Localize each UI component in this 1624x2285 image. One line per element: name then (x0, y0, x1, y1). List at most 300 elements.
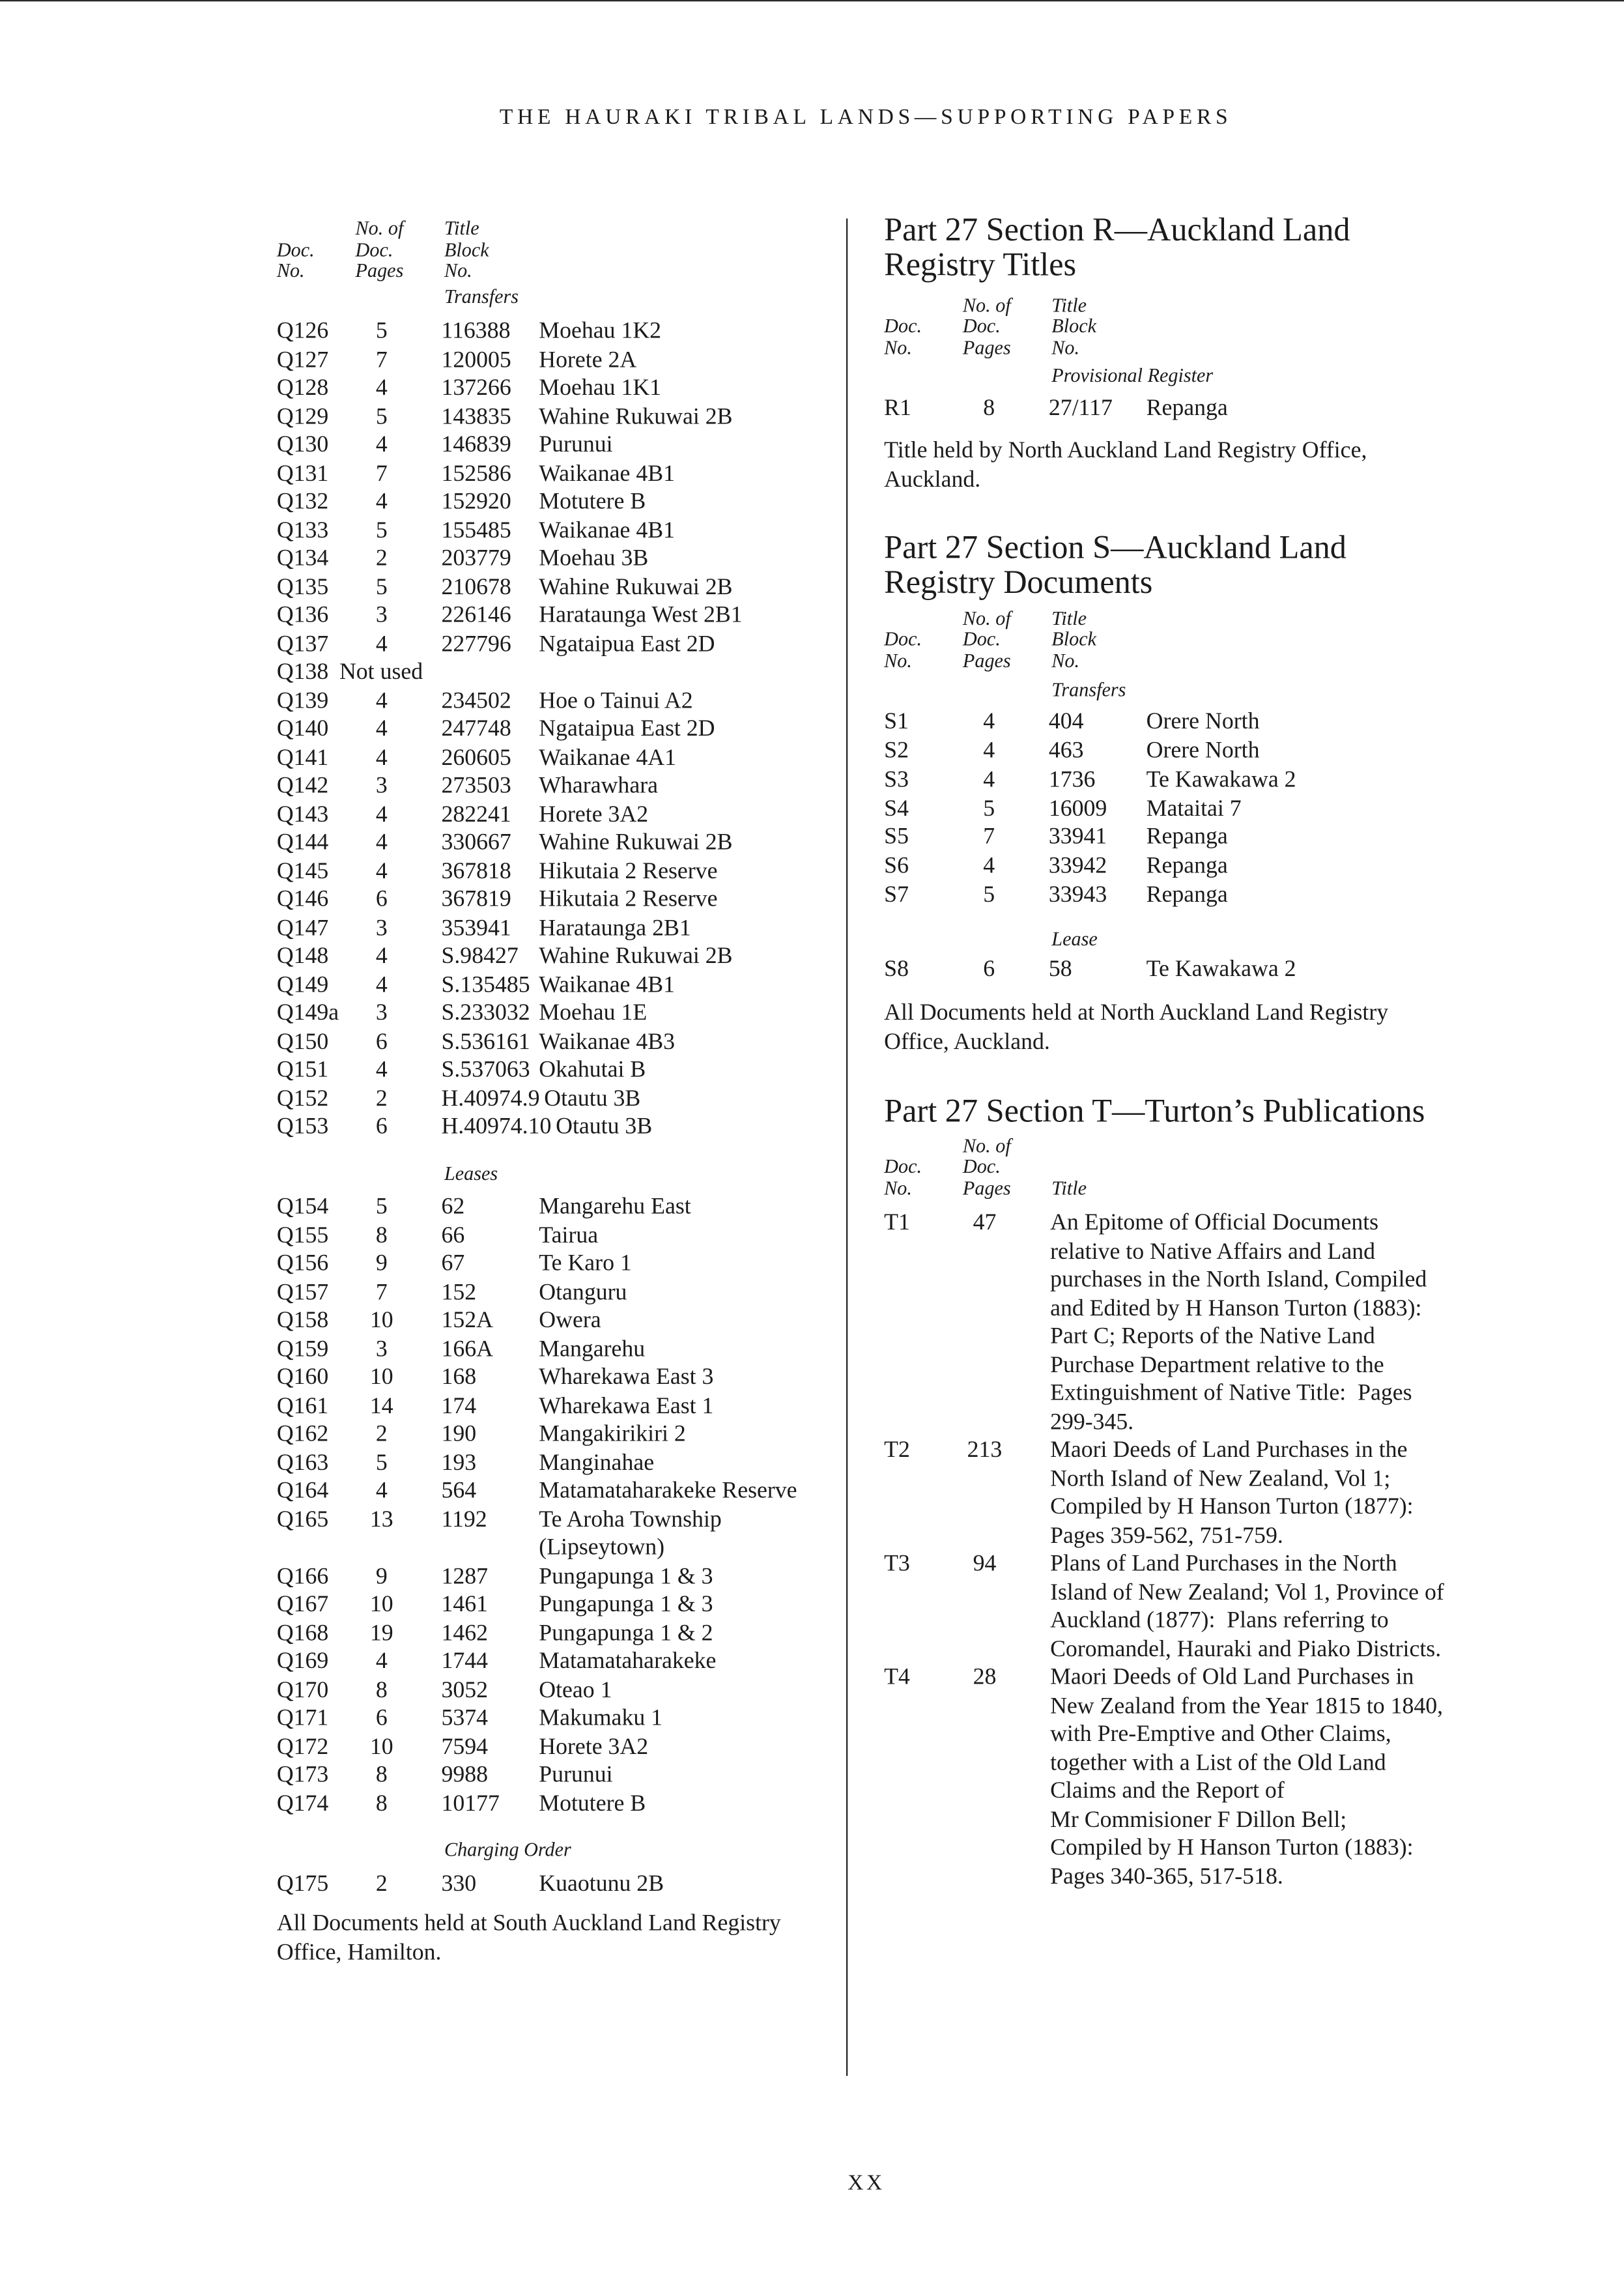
document-row (277, 943, 838, 971)
column-header-pages (963, 295, 1051, 358)
doc-number: Q139 (276, 689, 329, 714)
page-count: 6 (983, 957, 995, 983)
land-name: Manginahae (539, 1450, 655, 1476)
title-cell (441, 687, 692, 716)
column-header-text: Doc. (962, 628, 1001, 650)
document-row (884, 395, 1583, 424)
document-row (884, 853, 1583, 882)
doc-number: T2 (884, 1438, 910, 1463)
section-s-registry-documents (884, 530, 1583, 1057)
title-block-number: 152920 (441, 489, 511, 515)
title-block-number: 146839 (441, 433, 511, 458)
column-header-doc (277, 218, 356, 281)
title-block-number: 1462 (441, 1620, 489, 1646)
page-count: 4 (375, 1649, 388, 1674)
document-row (277, 1336, 838, 1364)
publication-title (1050, 1437, 1414, 1550)
document-row (277, 1421, 838, 1450)
document-row (277, 971, 838, 1000)
column-header-text: No. of (962, 1134, 1011, 1157)
group-provisional-register (884, 366, 1583, 424)
column-header-text: No. (1051, 336, 1080, 358)
title-block-number: 463 (1048, 738, 1084, 764)
land-name-line: Te Aroha Township (539, 1507, 722, 1532)
title-cell (441, 1194, 691, 1222)
title-cell (441, 1279, 627, 1308)
land-name: Mangakirikiri 2 (539, 1422, 686, 1447)
title-cell (441, 460, 675, 489)
document-row (277, 915, 838, 943)
title-cell (441, 715, 715, 744)
doc-number: Q149 (276, 973, 329, 998)
land-name: Ngataipua East 2D (539, 717, 715, 742)
title-block-number: 564 (441, 1478, 477, 1504)
column-header-title (1051, 1136, 1087, 1199)
doc-number: Q158 (276, 1308, 329, 1334)
title-cell (441, 999, 647, 1028)
doc-number: Q130 (276, 433, 329, 458)
title-block-number: 33943 (1048, 883, 1107, 908)
doc-number: Q153 (276, 1115, 329, 1140)
publication-title-line: Extinguishment of Native Title: Pages (1050, 1381, 1412, 1407)
land-name: Owera (539, 1308, 601, 1334)
document-row (277, 602, 838, 631)
land-name: Motutere B (539, 489, 646, 515)
land-name: Te Kawakawa 2 (1146, 957, 1296, 983)
section-heading-line: Part 27 Section S—Auckland Land (884, 528, 1346, 565)
title-cell (441, 1250, 631, 1279)
title-block-number: 33941 (1048, 825, 1107, 850)
doc-number: Q128 (276, 376, 329, 401)
document-row (277, 1676, 838, 1705)
land-name: Wharekawa East 3 (539, 1365, 714, 1390)
title-cell (1049, 882, 1228, 910)
column-header-text: Pages (962, 1177, 1011, 1199)
column-header-text: Doc. (276, 238, 315, 261)
title-block-number: 273503 (441, 773, 511, 799)
column-header-text: Doc. (884, 628, 922, 650)
title-block-number: S.98427 (441, 944, 519, 970)
title-cell (441, 375, 661, 403)
land-name: Harataunga 2B1 (539, 915, 691, 941)
doc-number: Q140 (276, 717, 329, 742)
land-name: Purunui (539, 1762, 613, 1788)
doc-number: Q143 (276, 802, 329, 827)
publication-entry (884, 1209, 1583, 1437)
document-row (277, 1648, 838, 1676)
page-count: 8 (375, 1762, 388, 1788)
page-count: 8 (375, 1678, 388, 1703)
document-row (277, 573, 838, 602)
page-count: 4 (375, 489, 388, 515)
page-count: 3 (375, 915, 388, 941)
document-row (277, 631, 838, 659)
page-count: 2 (375, 1422, 388, 1447)
doc-number: Q150 (276, 1029, 329, 1055)
group-charging-order (277, 1840, 838, 1898)
page-count: 5 (375, 575, 388, 600)
registry-note-line: All Documents held at South Auckland Land Registry (276, 1912, 781, 1937)
document-row (884, 882, 1583, 910)
section-heading-line: Registry Documents (884, 564, 1153, 601)
group-leases (277, 1164, 838, 1818)
publication-title-line: Maori Deeds of Old Land Purchases in (1050, 1665, 1414, 1691)
title-block-number: 367819 (441, 887, 511, 913)
land-name: Moehau 1K1 (539, 376, 662, 401)
doc-number: Q149a (276, 1001, 339, 1026)
column-header-pages (963, 1136, 1051, 1199)
column-header-text: No. (444, 259, 472, 281)
title-cell (441, 489, 646, 517)
land-name: Otautu 3B (544, 1086, 641, 1112)
document-row (277, 829, 838, 858)
title-block-number: 27/117 (1048, 396, 1113, 422)
doc-number: Q161 (276, 1394, 329, 1419)
land-name: Moehau 3B (539, 547, 649, 572)
publication-title-line: and Edited by H Hanson Turton (1883): (1050, 1296, 1422, 1321)
column-header-doc (884, 609, 963, 672)
land-name: Horete 3A2 (539, 802, 649, 827)
publication-title-line: 299-345. (1050, 1409, 1134, 1435)
document-row (277, 1250, 838, 1279)
doc-number: Q174 (276, 1791, 329, 1817)
land-name-line: (Lipseytown) (539, 1536, 665, 1561)
title-cell (441, 1421, 685, 1450)
section-heading-line: Registry Titles (884, 246, 1077, 283)
document-row (277, 1057, 838, 1085)
land-name: Okahutai B (539, 1057, 646, 1083)
land-name: Repanga (1146, 396, 1228, 422)
page-count: 3 (375, 603, 388, 629)
doc-number: Q173 (276, 1762, 329, 1788)
doc-number: Q172 (276, 1734, 329, 1760)
title-cell (441, 971, 675, 1000)
doc-number: Q157 (276, 1280, 329, 1305)
registry-note (277, 1910, 838, 1967)
document-row (277, 1733, 838, 1762)
publication-title-line: Part C; Reports of the Native Land (1050, 1324, 1375, 1349)
registry-note (884, 437, 1583, 494)
publication-entry (884, 1437, 1583, 1550)
title-cell (441, 1648, 716, 1676)
title-block-number: S.233032 (441, 1001, 530, 1026)
doc-number: Q156 (276, 1252, 329, 1277)
registry-note-line: All Documents held at North Auckland Land Registry (884, 1001, 1389, 1026)
doc-number: Q146 (276, 887, 329, 913)
column-header-title (1051, 609, 1096, 672)
page-count: 5 (983, 796, 995, 822)
document-row (884, 956, 1583, 984)
title-block-number: S.135485 (441, 973, 530, 998)
doc-number: Q169 (276, 1649, 329, 1674)
land-name: Hikutaia 2 Reserve (539, 859, 718, 884)
doc-number: Q164 (276, 1478, 329, 1504)
doc-number: Q162 (276, 1422, 329, 1447)
document-row (277, 545, 838, 574)
land-name: Matamataharakeke Reserve (539, 1478, 797, 1504)
page-count: 2 (375, 1086, 388, 1112)
title-cell (441, 631, 715, 659)
title-cell (441, 943, 732, 971)
title-cell (441, 1870, 664, 1899)
title-cell (441, 318, 661, 347)
land-name (539, 1506, 721, 1562)
title-block-number: 143835 (441, 405, 511, 430)
publication-title-line: relative to Native Affairs and Land (1050, 1239, 1376, 1265)
title-block-number: H.40974.9 (441, 1086, 540, 1112)
document-row (277, 347, 838, 375)
doc-number: Q167 (276, 1592, 329, 1618)
land-name: Motutere B (539, 1791, 646, 1817)
title-block-number: 152586 (441, 461, 511, 487)
land-name: Repanga (1146, 854, 1228, 879)
land-name: Ngataipua East 2D (539, 631, 715, 657)
title-block-number: 16009 (1048, 796, 1107, 822)
column-headers (277, 218, 838, 281)
page-count: 9 (375, 1252, 388, 1277)
title-block-number: 152A (441, 1308, 493, 1334)
column-header-text: Block (1051, 628, 1097, 650)
land-name: Horete 3A2 (539, 1734, 649, 1760)
title-cell (441, 1449, 654, 1478)
title-block-number: 367818 (441, 859, 511, 884)
doc-number: Q163 (276, 1450, 329, 1476)
publication-title-line: Maori Deeds of Land Purchases in the (1050, 1438, 1408, 1463)
column-header-text: No. of (962, 607, 1011, 629)
page-count: 4 (375, 859, 388, 884)
document-row (277, 1392, 838, 1421)
column-header-text: Title (1051, 607, 1087, 629)
page-count: 10 (369, 1308, 393, 1334)
page-count: 3 (375, 1001, 388, 1026)
group-label: Charging Order (444, 1839, 571, 1861)
page-count: 28 (973, 1665, 997, 1691)
column-header-pages (356, 218, 444, 281)
document-row (277, 1114, 838, 1142)
document-row (277, 375, 838, 403)
land-name: Waikanae 4A1 (539, 745, 676, 771)
publication-entry (884, 1551, 1583, 1664)
title-block-number: 166A (441, 1336, 493, 1362)
document-row (277, 1085, 838, 1114)
page-count: 94 (973, 1551, 997, 1577)
land-name: Waikanae 4B3 (539, 1029, 675, 1055)
land-name: Te Karo 1 (539, 1252, 632, 1277)
registry-note-line: Office, Auckland. (884, 1029, 1050, 1055)
registry-note-line: Auckland. (884, 467, 981, 493)
land-name: Otanguru (539, 1280, 627, 1305)
publication-title-line: An Epitome of Official Documents (1050, 1211, 1379, 1236)
page-count: 5 (375, 1194, 388, 1220)
page-count: 4 (375, 689, 388, 714)
column-header-text: Title (1051, 1177, 1087, 1199)
doc-number: Q147 (276, 915, 329, 941)
page-count: 8 (375, 1791, 388, 1817)
title-block-number: 33942 (1048, 854, 1107, 879)
title-cell (441, 857, 717, 886)
title-cell (441, 573, 732, 602)
publication-title-line: North Island of New Zealand, Vol 1; (1050, 1466, 1391, 1491)
title-cell (441, 1762, 612, 1790)
group-label: Provisional Register (1051, 364, 1214, 386)
title-cell (441, 1364, 713, 1392)
column-header-text: Doc. (962, 1155, 1001, 1178)
page-count: 6 (375, 887, 388, 913)
title-cell (441, 517, 675, 545)
document-row (277, 1563, 838, 1592)
page-count: 4 (375, 1057, 388, 1083)
column-header-text: Pages (962, 649, 1011, 672)
title-cell (441, 1114, 652, 1142)
doc-number: Q154 (276, 1194, 329, 1220)
land-name: Wahine Rukuwai 2B (539, 831, 733, 856)
document-row (277, 1478, 838, 1506)
land-name: Repanga (1146, 825, 1228, 850)
title-cell (441, 744, 676, 773)
title-block-number: 120005 (441, 347, 511, 373)
doc-number: Q142 (276, 773, 329, 799)
column-header-text: Title (1051, 294, 1087, 316)
land-name: Wharekawa East 1 (539, 1394, 714, 1419)
doc-number: Q145 (276, 859, 329, 884)
doc-number: Q171 (276, 1706, 329, 1731)
group-label: Transfers (1051, 678, 1126, 700)
title-block-number: 10177 (441, 1791, 500, 1817)
document-row (884, 795, 1583, 824)
registry-note (884, 999, 1583, 1057)
title-cell (441, 886, 717, 915)
title-cell (441, 602, 742, 631)
running-head: THE HAURAKI TRIBAL LANDS—SUPPORTING PAPERS (499, 106, 1232, 130)
title-cell (441, 1478, 797, 1506)
title-block-number: 168 (441, 1365, 477, 1390)
land-name: Otautu 3B (556, 1115, 653, 1140)
title-block-number: 66 (441, 1223, 465, 1248)
section-heading-line: Part 27 Section R—Auckland Land (884, 210, 1350, 248)
column-divider (846, 218, 848, 2076)
publication-title-line: Pages 359-562, 751-759. (1050, 1523, 1283, 1549)
page-count: 7 (983, 825, 995, 850)
doc-number: R1 (884, 396, 911, 422)
publication-title (1050, 1664, 1443, 1891)
land-name: Moehau 1E (539, 1001, 648, 1026)
page-count: 6 (375, 1706, 388, 1731)
document-row (277, 1194, 838, 1222)
doc-number: Q165 (276, 1507, 329, 1532)
page-count: 10 (369, 1592, 393, 1618)
title-cell (1049, 795, 1242, 824)
document-row (884, 824, 1583, 852)
column-header-text: Doc. (884, 1155, 922, 1178)
doc-number: T1 (884, 1211, 910, 1236)
publication-title (1050, 1209, 1427, 1437)
doc-number: T3 (884, 1551, 910, 1577)
title-block-number: 260605 (441, 745, 511, 771)
document-row (277, 1620, 838, 1648)
doc-number: Q138 (276, 660, 329, 685)
column-header-text: Pages (962, 336, 1011, 358)
title-block-number: 155485 (441, 518, 511, 543)
page-count: 4 (375, 376, 388, 401)
doc-number: Q131 (276, 461, 329, 487)
column-header-title (1051, 295, 1096, 358)
document-row (277, 431, 838, 460)
document-row (277, 744, 838, 773)
section-r-registry-titles (884, 212, 1583, 495)
title-cell (1049, 766, 1296, 795)
page-count: 4 (375, 944, 388, 970)
page-count: 5 (983, 883, 995, 908)
document-row (277, 403, 838, 432)
title-block-number: 1192 (441, 1507, 487, 1532)
page-count: 4 (375, 802, 388, 827)
title-block-number: 404 (1048, 710, 1084, 735)
land-name: Mataitai 7 (1146, 796, 1242, 822)
page-count: 4 (375, 973, 388, 998)
doc-number: Q159 (276, 1336, 329, 1362)
title-cell (441, 1028, 675, 1057)
publication-title-line: Island of New Zealand; Vol 1, Province of (1050, 1580, 1444, 1605)
doc-number: Q137 (276, 631, 329, 657)
land-name: Hoe o Tainui A2 (539, 689, 693, 714)
title-block-number: 330667 (441, 831, 511, 856)
title-cell (441, 773, 658, 801)
page-count: 2 (375, 547, 388, 572)
scan-edge (0, 0, 1624, 2)
doc-number: S2 (884, 738, 909, 764)
title-cell (441, 1620, 713, 1648)
title-block-number: 353941 (441, 915, 511, 941)
page-count: 4 (375, 631, 388, 657)
document-row (277, 1028, 838, 1057)
doc-number: S1 (884, 710, 909, 735)
page-count: 5 (375, 518, 388, 543)
land-name: Pungapunga 1 & 2 (539, 1620, 713, 1646)
title-block-number: 62 (441, 1194, 465, 1220)
doc-number: Q152 (276, 1086, 329, 1112)
page-count: 10 (369, 1734, 393, 1760)
title-block-number: 116388 (441, 319, 511, 345)
row-note: Not used (339, 660, 423, 685)
title-block-number: 152 (441, 1280, 477, 1305)
page-count: 2 (375, 1871, 388, 1897)
title-cell (1049, 395, 1228, 424)
title-block-number: 1287 (441, 1564, 489, 1589)
land-name: Waikanae 4B1 (539, 461, 675, 487)
publication-title-line: purchases in the North Island, Compiled (1050, 1267, 1427, 1293)
document-row (277, 318, 838, 347)
title-block-number: 7594 (441, 1734, 489, 1760)
land-name: Mangarehu East (539, 1194, 691, 1220)
group-label: Leases (444, 1162, 498, 1185)
title-block-number: 1744 (441, 1649, 489, 1674)
title-block-number: 1461 (441, 1592, 489, 1618)
column-headers (884, 609, 1583, 672)
section-t-turton-publications (884, 1094, 1583, 1891)
column-header-text: Block (444, 238, 489, 261)
title-cell (441, 1733, 648, 1762)
page-count: 4 (983, 710, 995, 735)
document-row (277, 715, 838, 744)
document-row (277, 1762, 838, 1790)
publication-title-line: together with a List of the Old Land (1050, 1750, 1386, 1775)
doc-number: Q144 (276, 831, 329, 856)
title-block-number: 193 (441, 1450, 477, 1476)
title-block-number: 9988 (441, 1762, 489, 1788)
page-count: 13 (369, 1507, 393, 1532)
document-row (884, 737, 1583, 766)
group-lease (884, 929, 1583, 984)
